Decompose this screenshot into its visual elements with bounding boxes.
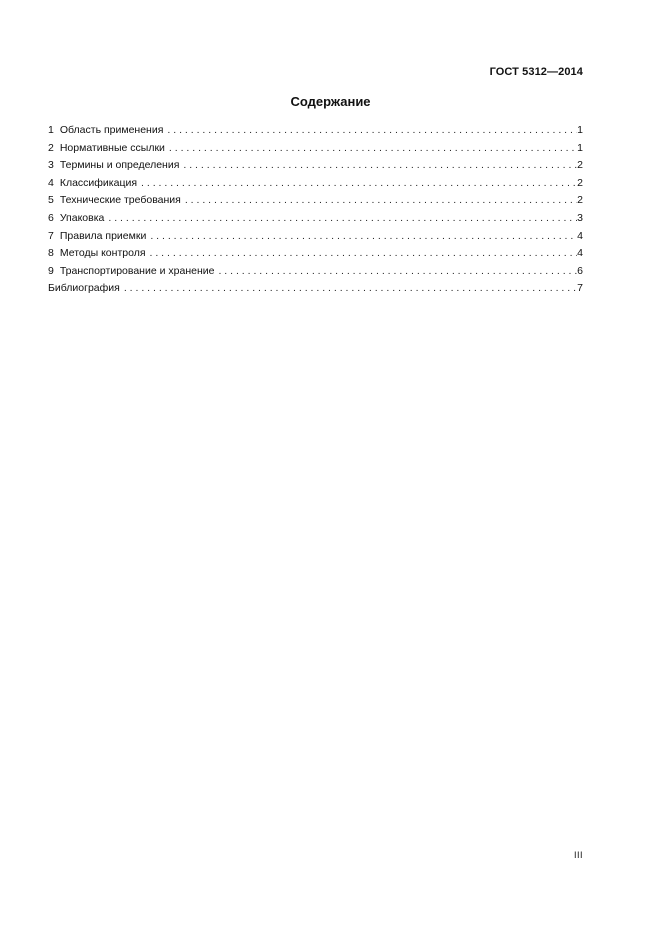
toc-entry[interactable]: [48, 175, 583, 193]
toc-list: [48, 122, 583, 298]
toc-entry-page: 4: [577, 247, 583, 260]
document-code: ГОСТ 5312—2014: [489, 66, 583, 78]
toc-entry-number: 4: [48, 176, 54, 189]
toc-entry-number: 8: [48, 247, 54, 260]
toc-entry-label: Библиография: [48, 282, 120, 295]
toc-entry-number: 6: [48, 211, 54, 224]
toc-entry-page: 4: [577, 229, 583, 242]
toc-entry[interactable]: [48, 245, 583, 263]
toc-entry[interactable]: [48, 210, 583, 228]
toc-title: Содержание: [290, 94, 371, 109]
toc-leader-dots: [137, 175, 577, 193]
toc-entry[interactable]: [48, 140, 583, 158]
toc-leader-dots: [146, 228, 577, 246]
toc-leader-dots: [120, 280, 577, 298]
toc-entry-number: 9: [48, 264, 54, 277]
toc-leader-dots: [214, 263, 577, 281]
toc-leader-dots: [179, 157, 577, 175]
toc-leader-dots: [104, 210, 577, 228]
toc-leader-dots: [181, 192, 577, 210]
toc-leader-dots: [163, 122, 577, 140]
toc-leader-dots: [146, 245, 578, 263]
toc-entry-number: 5: [48, 194, 54, 207]
toc-entry-page: 7: [577, 282, 583, 295]
toc-entry-page: 6: [577, 264, 583, 277]
toc-entry-page: 1: [577, 124, 583, 136]
toc-entry-label: Технические требования: [59, 194, 181, 207]
toc-entry-number: 3: [48, 159, 54, 172]
toc-entry[interactable]: [48, 122, 583, 140]
toc-entry-page: 2: [577, 194, 583, 207]
toc-entry-label: Транспортирование и хранение: [59, 264, 215, 277]
toc-entry-label: Термины и определения: [59, 159, 180, 172]
toc-entry-number: 2: [48, 141, 54, 154]
toc-entry[interactable]: [48, 192, 583, 210]
page-number: III: [573, 850, 583, 860]
toc-entry-number: 7: [48, 229, 54, 242]
toc-entry-page: 3: [577, 211, 583, 224]
toc-leader-dots: [165, 140, 577, 158]
toc-entry[interactable]: [48, 263, 583, 281]
toc-entry[interactable]: [48, 157, 583, 175]
toc-entry[interactable]: [48, 280, 583, 298]
toc-entry[interactable]: [48, 228, 583, 246]
toc-entry-label: Правила приемки: [59, 229, 147, 242]
toc-entry-page: 1: [577, 141, 583, 154]
toc-entry-label: Область применения: [59, 124, 164, 136]
toc-entry-page: 2: [577, 159, 583, 172]
toc-entry-page: 2: [577, 176, 583, 189]
toc-entry-label: Упаковка: [59, 211, 105, 224]
toc-entry-label: Классификация: [59, 176, 138, 189]
toc-entry-label: Методы контроля: [59, 247, 146, 260]
toc-entry-number: 1: [48, 124, 54, 136]
toc-entry-label: Нормативные ссылки: [59, 141, 165, 154]
